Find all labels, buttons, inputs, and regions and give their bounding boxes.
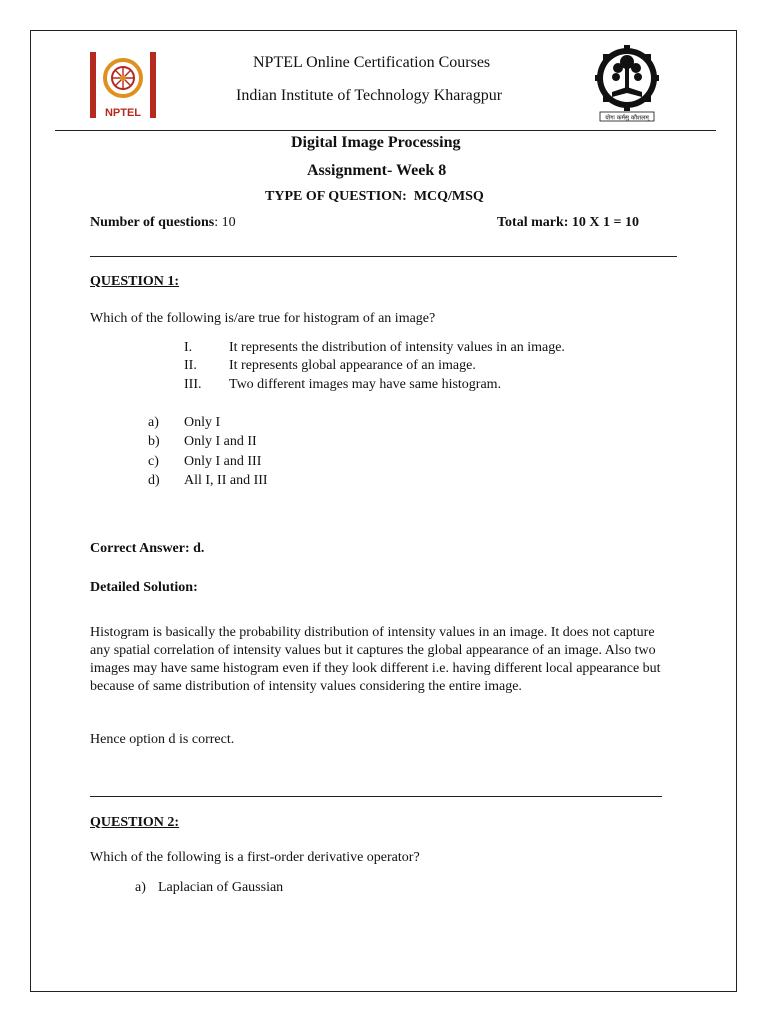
question-2-text: Which of the following is a first-order derivative operator? (90, 850, 420, 865)
option-text: Only I and II (184, 434, 257, 449)
statement-text: It represents the distribution of intensity values in an image. (229, 340, 565, 355)
question-1-heading: QUESTION 1: (90, 274, 180, 289)
num-questions-value: : 10 (214, 215, 236, 230)
option-key: a) (148, 415, 159, 430)
num-questions-label: Number of questions (90, 215, 215, 230)
question-2-heading: QUESTION 2: (90, 815, 180, 830)
statement-number: II. (184, 358, 197, 373)
svg-text:NPTEL: NPTEL (104, 107, 142, 119)
option-key: a) (135, 880, 146, 895)
assignment-title: Assignment- Week 8 (307, 162, 447, 179)
statement-number: III. (184, 377, 202, 392)
detailed-solution-heading: Detailed Solution: (90, 580, 198, 595)
question-1-text: Which of the following is/are true for histogram of an image? (90, 311, 436, 326)
header-org-name: NPTEL Online Certification Courses (253, 54, 491, 71)
option-key: d) (148, 473, 160, 488)
iit-kharagpur-logo (594, 44, 660, 122)
option-key: c) (148, 454, 159, 469)
number-of-questions (90, 215, 236, 231)
statement-text: Two different images may have same histogram. (229, 377, 502, 392)
logo-motto: योगः कर्मसु कौशलम् (605, 114, 649, 122)
question-type: TYPE OF QUESTION: MCQ/MSQ (265, 189, 484, 204)
statement-text: It represents global appearance of an image. (229, 358, 476, 373)
option-key: b) (148, 434, 160, 449)
header-divider (55, 130, 716, 131)
correct-answer: Correct Answer: d. (90, 541, 205, 556)
meta-divider (90, 256, 677, 257)
nptel-logo (90, 52, 156, 120)
detailed-solution-text: Histogram is basically the probability distribution of intensity values in an image. It does not capture any spatial correlation of intensity values but it captures the global appearance of an image. Also two images may have same histogram even if they look different i.e. having different local appearance but because of same distribution of intensity values considering the entire image. (90, 625, 661, 694)
solution-conclusion: Hence option d is correct. (90, 732, 235, 747)
option-text: Laplacian of Gaussian (158, 880, 284, 895)
option-text: Only I and III (184, 454, 262, 469)
statement-number: I. (184, 340, 193, 355)
course-title: Digital Image Processing (291, 134, 461, 151)
header-institute-name: Indian Institute of Technology Kharagpur (236, 87, 503, 104)
option-text: All I, II and III (184, 473, 268, 488)
question-divider (90, 796, 662, 797)
total-mark: Total mark: 10 X 1 = 10 (497, 215, 640, 230)
option-text: Only I (184, 415, 221, 430)
